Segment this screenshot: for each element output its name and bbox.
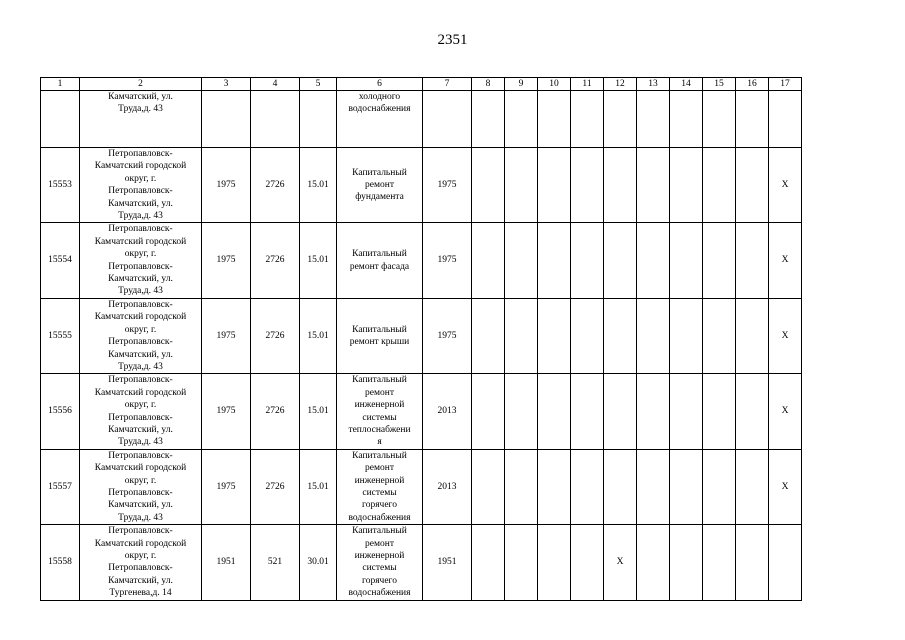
table-cell: 1975 xyxy=(202,223,251,298)
table-cell: 1975 xyxy=(423,223,472,298)
table-cell xyxy=(604,449,637,524)
table-cell xyxy=(538,374,571,449)
table-cell: 1951 xyxy=(202,525,251,600)
table-cell xyxy=(604,374,637,449)
table-cell xyxy=(472,148,505,223)
table-cell: 1975 xyxy=(202,298,251,373)
table-cell xyxy=(703,148,736,223)
table-cell: 1975 xyxy=(202,374,251,449)
table-cell xyxy=(571,148,604,223)
table-cell xyxy=(472,91,505,148)
table-cell: 1975 xyxy=(423,148,472,223)
column-number-cell: 16 xyxy=(736,78,769,91)
table-cell xyxy=(637,449,670,524)
table-cell xyxy=(202,91,251,148)
table-cell xyxy=(736,449,769,524)
table-cell xyxy=(670,449,703,524)
table-cell xyxy=(505,298,538,373)
table-cell xyxy=(703,223,736,298)
data-table xyxy=(40,77,802,601)
table-cell xyxy=(571,223,604,298)
table-cell xyxy=(736,525,769,600)
table-cell: 521 xyxy=(251,525,300,600)
table-cell xyxy=(571,91,604,148)
table-cell xyxy=(703,449,736,524)
table-cell: Петропавловск- Камчатский городской округ, г. Петропавловск- Камчатский, ул. Труда,д. 43 xyxy=(80,449,202,524)
table-cell xyxy=(538,223,571,298)
table-cell: 1975 xyxy=(202,148,251,223)
table-cell: 15.01 xyxy=(300,298,337,373)
table-cell: 2726 xyxy=(251,449,300,524)
table-cell xyxy=(637,525,670,600)
table-cell: 15557 xyxy=(41,449,80,524)
table-cell xyxy=(736,298,769,373)
table-cell xyxy=(670,148,703,223)
table-cell: 15.01 xyxy=(300,148,337,223)
column-number-cell: 10 xyxy=(538,78,571,91)
table-cell xyxy=(736,148,769,223)
table-cell: 2013 xyxy=(423,449,472,524)
table-cell: холодного водоснабжения xyxy=(337,91,423,148)
table-cell: Х xyxy=(769,148,802,223)
table-cell: 30.01 xyxy=(300,525,337,600)
table-cell xyxy=(505,449,538,524)
table-cell: 1975 xyxy=(423,298,472,373)
table-cell: Петропавловск- Камчатский городской округ, г. Петропавловск- Камчатский, ул. Труда,д. 43 xyxy=(80,223,202,298)
table-cell: Капитальный ремонт инженерной системы теплоснабжени я xyxy=(337,374,423,449)
column-number-cell: 17 xyxy=(769,78,802,91)
table-cell: Капитальный ремонт фасада xyxy=(337,223,423,298)
table-cell xyxy=(538,91,571,148)
table-cell: 15.01 xyxy=(300,449,337,524)
table-cell: 15555 xyxy=(41,298,80,373)
column-number-cell: 9 xyxy=(505,78,538,91)
column-number-cell: 13 xyxy=(637,78,670,91)
table-row xyxy=(41,91,802,148)
table-row xyxy=(41,449,802,524)
table-cell xyxy=(637,91,670,148)
column-number-cell: 5 xyxy=(300,78,337,91)
column-number-cell: 4 xyxy=(251,78,300,91)
table-cell xyxy=(769,525,802,600)
table-cell xyxy=(505,91,538,148)
table-cell xyxy=(41,91,80,148)
table-cell xyxy=(637,298,670,373)
table-cell: 2726 xyxy=(251,148,300,223)
table-cell xyxy=(604,298,637,373)
table-cell xyxy=(300,91,337,148)
table-cell: Камчатский, ул. Труда,д. 43 xyxy=(80,91,202,148)
table-cell xyxy=(472,449,505,524)
table-cell: Капитальный ремонт крыши xyxy=(337,298,423,373)
table-cell xyxy=(736,223,769,298)
table-cell xyxy=(769,91,802,148)
table-cell: Петропавловск- Камчатский городской округ, г. Петропавловск- Камчатский, ул. Тургенева,д. 14 xyxy=(80,525,202,600)
table-cell: 1975 xyxy=(202,449,251,524)
column-number-cell: 6 xyxy=(337,78,423,91)
table-cell: Х xyxy=(604,525,637,600)
column-number-cell: 11 xyxy=(571,78,604,91)
table-cell xyxy=(472,223,505,298)
table-cell: Х xyxy=(769,449,802,524)
table-cell xyxy=(637,223,670,298)
table-cell: Петропавловск- Камчатский городской округ, г. Петропавловск- Камчатский, ул. Труда,д. 43 xyxy=(80,148,202,223)
table-cell xyxy=(472,298,505,373)
table-row xyxy=(41,223,802,298)
table-cell xyxy=(571,449,604,524)
column-number-cell: 12 xyxy=(604,78,637,91)
column-number-cell: 7 xyxy=(423,78,472,91)
table-cell xyxy=(472,525,505,600)
table-row xyxy=(41,298,802,373)
table-cell xyxy=(670,525,703,600)
table-cell xyxy=(604,223,637,298)
table-row xyxy=(41,525,802,600)
table-cell: Петропавловск- Камчатский городской округ, г. Петропавловск- Камчатский, ул. Труда,д. 43 xyxy=(80,374,202,449)
table-cell: 15553 xyxy=(41,148,80,223)
table-cell xyxy=(505,148,538,223)
table-cell xyxy=(637,148,670,223)
table-cell xyxy=(472,374,505,449)
table-cell xyxy=(538,449,571,524)
table-cell xyxy=(571,374,604,449)
table-cell: 2013 xyxy=(423,374,472,449)
table-cell xyxy=(703,525,736,600)
table-cell xyxy=(538,525,571,600)
table-cell: 15554 xyxy=(41,223,80,298)
table-row xyxy=(41,148,802,223)
table-cell xyxy=(703,374,736,449)
table-cell: Капитальный ремонт инженерной системы горячего водоснабжения xyxy=(337,449,423,524)
column-number-cell: 2 xyxy=(80,78,202,91)
page-number: 2351 xyxy=(437,32,468,48)
column-number-cell: 1 xyxy=(41,78,80,91)
table-cell xyxy=(670,298,703,373)
table-cell: 2726 xyxy=(251,374,300,449)
table-cell xyxy=(703,298,736,373)
table-cell: Капитальный ремонт фундамента xyxy=(337,148,423,223)
table-cell xyxy=(604,91,637,148)
table-cell xyxy=(670,374,703,449)
table-cell xyxy=(505,223,538,298)
table-cell xyxy=(571,525,604,600)
table-cell xyxy=(505,374,538,449)
table-cell xyxy=(604,148,637,223)
column-number-cell: 8 xyxy=(472,78,505,91)
table-cell: 15.01 xyxy=(300,374,337,449)
table-row xyxy=(41,374,802,449)
table-cell: 2726 xyxy=(251,298,300,373)
table-cell xyxy=(736,374,769,449)
table-cell xyxy=(670,223,703,298)
table-cell xyxy=(703,91,736,148)
table-header-row xyxy=(41,78,802,91)
table-cell: Капитальный ремонт инженерной системы горячего водоснабжения xyxy=(337,525,423,600)
table-body xyxy=(41,78,802,601)
table-cell: Х xyxy=(769,223,802,298)
table-cell: Х xyxy=(769,298,802,373)
table-cell xyxy=(670,91,703,148)
table-cell xyxy=(251,91,300,148)
table-cell xyxy=(736,91,769,148)
table-cell: 15558 xyxy=(41,525,80,600)
column-number-cell: 3 xyxy=(202,78,251,91)
table-cell xyxy=(637,374,670,449)
table-cell xyxy=(538,148,571,223)
table-cell: 15.01 xyxy=(300,223,337,298)
column-number-cell: 15 xyxy=(703,78,736,91)
table-cell: 1951 xyxy=(423,525,472,600)
table-cell: 15556 xyxy=(41,374,80,449)
column-number-cell: 14 xyxy=(670,78,703,91)
table-cell xyxy=(538,298,571,373)
table-cell xyxy=(505,525,538,600)
table-cell xyxy=(423,91,472,148)
table-cell: Х xyxy=(769,374,802,449)
table-cell xyxy=(571,298,604,373)
table-cell: Петропавловск- Камчатский городской округ, г. Петропавловск- Камчатский, ул. Труда,д. 43 xyxy=(80,298,202,373)
table-cell: 2726 xyxy=(251,223,300,298)
